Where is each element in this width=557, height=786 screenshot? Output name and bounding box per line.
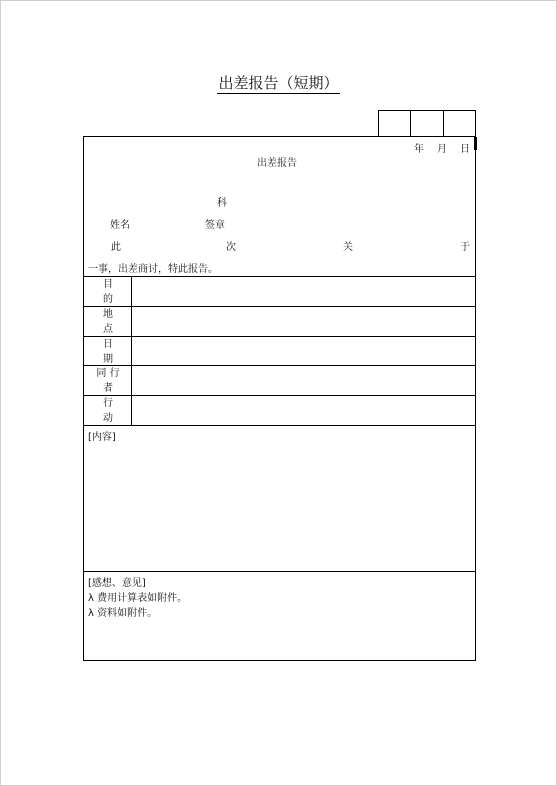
attachment-item: λ 资料如附件。 [88,608,158,619]
opinion-label: [感想、意见] [88,578,146,589]
row-label-location: 地 点 [103,309,113,335]
date-month-label: 月 [437,144,447,155]
date-field[interactable] [132,337,475,365]
companions-field[interactable] [132,366,475,395]
report-form [83,136,476,661]
row-label-activities: 行 动 [103,398,113,424]
purpose-field[interactable] [132,277,475,306]
row-divider [84,425,475,426]
section-divider [84,571,475,572]
stamp-box[interactable] [378,110,411,136]
stamp-box[interactable] [410,110,443,136]
seal-label: 签章 [205,220,225,231]
line-word: 关 [343,242,353,253]
location-field[interactable] [132,307,475,336]
row-label-companions: 同 行 者 [96,368,120,394]
report-note: 一事，出差商讨，特此报告。 [88,264,218,275]
date-day-label: 日 [460,144,470,155]
content-field[interactable] [84,442,475,570]
approval-stamp-boxes [378,110,476,136]
line-word: 此 [111,242,121,253]
dept-label: 科 [217,198,227,209]
attachment-item: λ 费用计算表如附件。 [88,593,188,604]
name-label: 姓名 [110,220,130,231]
stamp-box[interactable] [443,110,476,136]
document-title: 出差报告（短期） [218,74,339,92]
content-label: [内容] [88,432,116,443]
line-word: 于 [460,242,470,253]
report-heading: 出差报告 [257,158,297,169]
row-label-purpose: 目 的 [103,279,113,305]
date-year-label: 年 [414,144,424,155]
line-word: 次 [226,242,236,253]
row-label-date: 日 期 [103,339,113,365]
activities-field[interactable] [132,396,475,425]
